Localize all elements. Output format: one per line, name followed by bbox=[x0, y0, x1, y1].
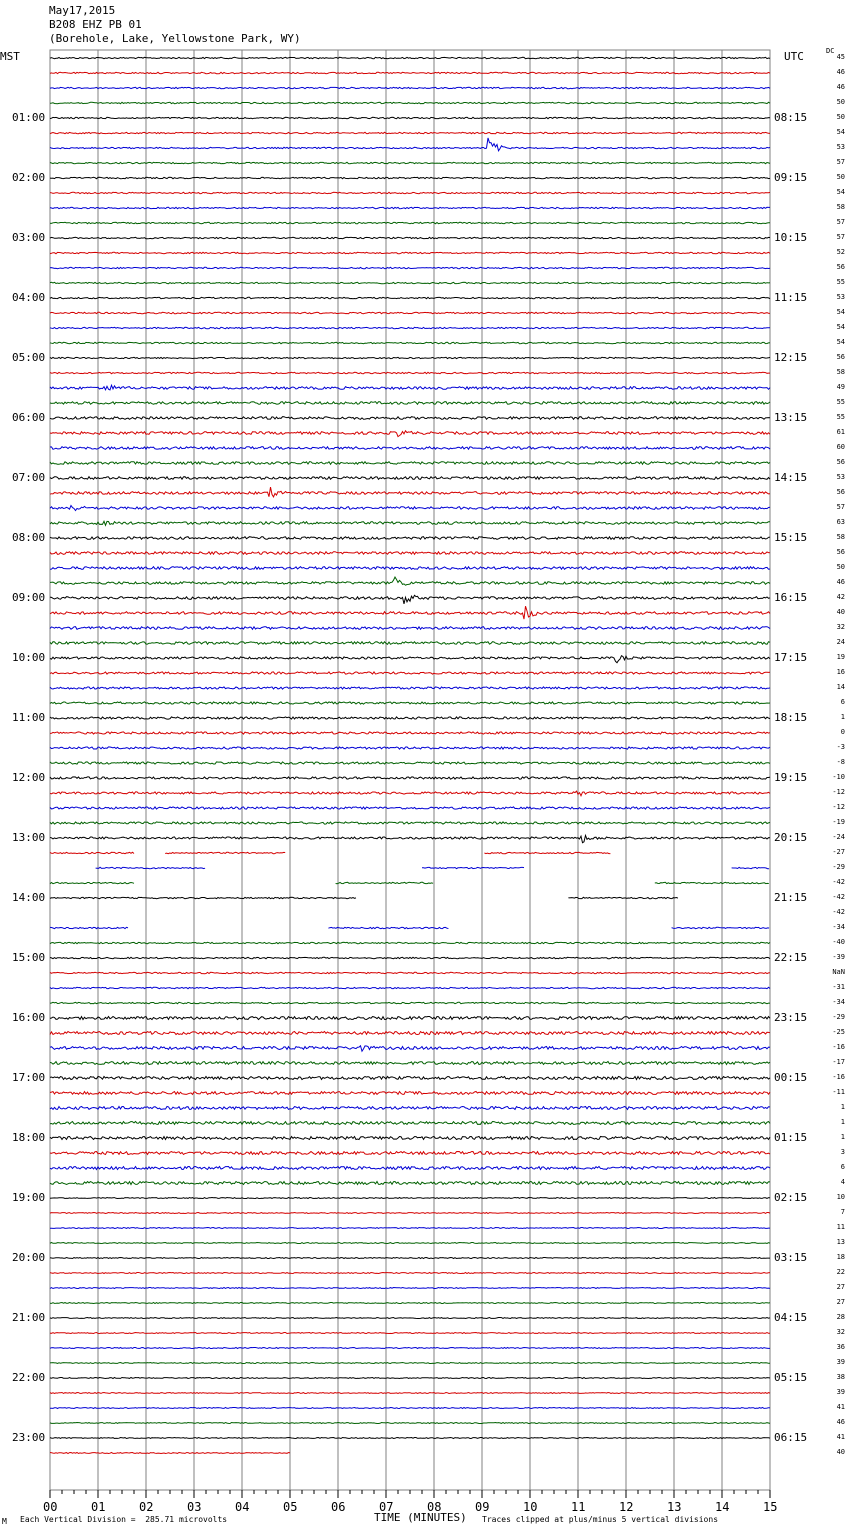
right-timezone-label: UTC bbox=[784, 50, 804, 63]
dc-offset-value: 42 bbox=[836, 593, 845, 601]
dc-offset-value: 16 bbox=[836, 668, 845, 676]
trace-line-20 bbox=[50, 357, 770, 358]
x-tick-label: 09 bbox=[475, 1500, 490, 1514]
dc-offset-value: 6 bbox=[840, 698, 845, 706]
dc-offset-value: -42 bbox=[832, 908, 845, 916]
trace-line-6 bbox=[50, 138, 770, 151]
dc-offset-value: 54 bbox=[836, 338, 845, 346]
dc-offset-value: -12 bbox=[832, 788, 845, 796]
left-hour-label: 09:00 bbox=[12, 591, 46, 604]
left-hour-label: 14:00 bbox=[12, 891, 46, 904]
trace-line-8 bbox=[50, 177, 770, 178]
left-hour-label: 07:00 bbox=[12, 471, 46, 484]
right-hour-label: 22:15 bbox=[774, 951, 808, 964]
trace-line-17 bbox=[50, 312, 770, 313]
trace-line-47 bbox=[50, 762, 770, 764]
left-hour-label: 22:00 bbox=[12, 1371, 46, 1384]
dc-offset-value: -42 bbox=[832, 893, 845, 901]
trace-line-16 bbox=[50, 297, 770, 298]
right-hour-label: 13:15 bbox=[774, 411, 808, 424]
trace-line-58 bbox=[50, 927, 128, 928]
left-hour-label: 19:00 bbox=[12, 1191, 46, 1204]
scale-note: Each Vertical Division = 285.71 microvolts bbox=[20, 1515, 228, 1524]
trace-line-42 bbox=[50, 687, 770, 689]
trace-line-5 bbox=[50, 132, 770, 133]
trace-line-80 bbox=[50, 1258, 770, 1259]
dc-offset-value: 53 bbox=[836, 143, 845, 151]
right-hour-label: 16:15 bbox=[774, 591, 808, 604]
right-hour-label: 02:15 bbox=[774, 1191, 808, 1204]
trace-line-49 bbox=[50, 791, 770, 796]
dc-offset-value: 6 bbox=[840, 1163, 845, 1171]
trace-line-83 bbox=[50, 1303, 770, 1304]
dc-offset-value: 1 bbox=[840, 713, 845, 721]
right-hour-label: 12:15 bbox=[774, 351, 808, 364]
dc-offset-value: -19 bbox=[832, 818, 845, 826]
dc-offset-value: 57 bbox=[836, 503, 845, 511]
trace-line-19 bbox=[50, 342, 770, 343]
right-hour-label: 19:15 bbox=[774, 771, 808, 784]
trace-line-45 bbox=[50, 732, 770, 734]
trace-line-92 bbox=[50, 1438, 770, 1439]
dc-offset-value: 10 bbox=[836, 1193, 845, 1201]
trace-line-91 bbox=[50, 1423, 770, 1424]
right-hour-label: 08:15 bbox=[774, 111, 808, 124]
left-timezone-label: MST bbox=[0, 50, 20, 63]
trace-line-56 bbox=[50, 897, 356, 898]
dc-offset-value: -12 bbox=[832, 803, 845, 811]
x-tick-label: 11 bbox=[571, 1500, 586, 1514]
dc-offset-value: -11 bbox=[832, 1088, 845, 1096]
dc-offset-value: -8 bbox=[836, 758, 845, 766]
dc-offset-value: 61 bbox=[836, 428, 845, 436]
clip-note: Traces clipped at plus/minus 5 vertical divisions bbox=[482, 1515, 719, 1524]
dc-offset-value: -34 bbox=[832, 923, 845, 931]
left-hour-label: 08:00 bbox=[12, 531, 46, 544]
dc-offset-value: 52 bbox=[836, 248, 845, 256]
dc-offset-value: 27 bbox=[836, 1283, 845, 1291]
trace-line-14 bbox=[50, 267, 770, 268]
trace-line-26 bbox=[50, 447, 770, 450]
trace-line-79 bbox=[50, 1243, 770, 1244]
x-tick-label: 13 bbox=[667, 1500, 682, 1514]
trace-line-38 bbox=[50, 627, 770, 630]
dc-offset-value: 11 bbox=[836, 1223, 845, 1231]
right-hour-label: 01:15 bbox=[774, 1131, 808, 1144]
dc-offset-value: 32 bbox=[836, 1328, 845, 1336]
station-location: (Borehole, Lake, Yellowstone Park, WY) bbox=[49, 32, 301, 45]
dc-offset-value: -27 bbox=[832, 848, 845, 856]
dc-offset-value: 56 bbox=[836, 353, 845, 361]
dc-offset-value: 50 bbox=[836, 98, 845, 106]
right-hour-label: 03:15 bbox=[774, 1251, 808, 1264]
dc-offset-value: 28 bbox=[836, 1313, 845, 1321]
trace-line-4 bbox=[50, 117, 770, 118]
x-tick-label: 14 bbox=[715, 1500, 730, 1514]
dc-offset-value: 56 bbox=[836, 263, 845, 271]
trace-line-12 bbox=[50, 237, 770, 238]
dc-offset-value: 54 bbox=[836, 308, 845, 316]
right-hour-label: 14:15 bbox=[774, 471, 808, 484]
trace-line-86 bbox=[50, 1348, 770, 1349]
trace-line-25 bbox=[50, 431, 770, 437]
trace-line-71 bbox=[50, 1122, 770, 1125]
dc-offset-value: 56 bbox=[836, 548, 845, 556]
left-hour-label: 18:00 bbox=[12, 1131, 46, 1144]
dc-offset-value: 4 bbox=[840, 1178, 845, 1186]
dc-offset-value: -31 bbox=[832, 983, 845, 991]
left-hour-label: 05:00 bbox=[12, 351, 46, 364]
left-hour-label: 20:00 bbox=[12, 1251, 46, 1264]
dc-offset-value: -16 bbox=[832, 1043, 845, 1051]
trace-line-34 bbox=[50, 567, 770, 570]
right-hour-label: 17:15 bbox=[774, 651, 808, 664]
left-hour-label: 04:00 bbox=[12, 291, 46, 304]
left-hour-label: 23:00 bbox=[12, 1431, 46, 1444]
trace-line-53 bbox=[484, 852, 610, 853]
trace-line-75 bbox=[50, 1182, 770, 1185]
dc-offset-value: -25 bbox=[832, 1028, 845, 1036]
dc-offset-value: 46 bbox=[836, 83, 845, 91]
trace-line-60 bbox=[50, 957, 770, 958]
station-code: B208 EHZ PB 01 bbox=[49, 18, 142, 31]
left-hour-label: 17:00 bbox=[12, 1071, 46, 1084]
dc-offset-value: 53 bbox=[836, 293, 845, 301]
right-hour-label: 20:15 bbox=[774, 831, 808, 844]
right-hour-label: 15:15 bbox=[774, 531, 808, 544]
left-hour-label: 10:00 bbox=[12, 651, 46, 664]
dc-offset-value: 0 bbox=[840, 728, 845, 736]
dc-offset-value: 40 bbox=[836, 1448, 845, 1456]
dc-offset-value: 57 bbox=[836, 233, 845, 241]
trace-line-70 bbox=[50, 1107, 770, 1110]
right-hour-label: 23:15 bbox=[774, 1011, 808, 1024]
dc-offset-value: -29 bbox=[832, 863, 845, 871]
trace-line-39 bbox=[50, 642, 770, 645]
x-tick-label: 07 bbox=[379, 1500, 394, 1514]
trace-line-55 bbox=[336, 882, 434, 883]
trace-line-63 bbox=[50, 1002, 770, 1003]
x-tick-label: 01 bbox=[91, 1500, 106, 1514]
trace-line-36 bbox=[50, 595, 770, 604]
dc-offset-value: 32 bbox=[836, 623, 845, 631]
plot-date: May17,2015 bbox=[49, 4, 116, 17]
dc-offset-value: 18 bbox=[836, 1253, 845, 1261]
dc-offset-value: 40 bbox=[836, 608, 845, 616]
dc-offset-value: 58 bbox=[836, 533, 845, 541]
trace-line-27 bbox=[50, 462, 770, 465]
x-tick-label: 06 bbox=[331, 1500, 346, 1514]
left-hour-label: 21:00 bbox=[12, 1311, 46, 1324]
dc-offset-value: -17 bbox=[832, 1058, 845, 1066]
dc-offset-value: -3 bbox=[836, 743, 845, 751]
trace-line-22 bbox=[50, 385, 770, 390]
trace-line-78 bbox=[50, 1228, 770, 1229]
x-tick-label: 03 bbox=[187, 1500, 202, 1514]
right-hour-label: 06:15 bbox=[774, 1431, 808, 1444]
trace-line-64 bbox=[50, 1017, 770, 1020]
dc-offset-value: 1 bbox=[840, 1103, 845, 1111]
trace-line-1 bbox=[50, 72, 770, 73]
trace-line-44 bbox=[50, 717, 770, 719]
trace-line-61 bbox=[50, 972, 770, 973]
trace-line-56 bbox=[568, 897, 678, 898]
x-tick-label: 15 bbox=[763, 1500, 778, 1514]
right-hour-label: 11:15 bbox=[774, 291, 808, 304]
right-hour-label: 04:15 bbox=[774, 1311, 808, 1324]
trace-line-32 bbox=[50, 537, 770, 540]
x-axis-title: TIME (MINUTES) bbox=[374, 1511, 467, 1524]
trace-line-65 bbox=[50, 1032, 770, 1035]
trace-line-58 bbox=[328, 927, 448, 928]
dc-offset-value: 13 bbox=[836, 1238, 845, 1246]
dc-offset-value: 46 bbox=[836, 578, 845, 586]
trace-line-55 bbox=[50, 882, 134, 883]
dc-offset-value: -24 bbox=[832, 833, 845, 841]
dc-offset-value: 24 bbox=[836, 638, 845, 646]
left-hour-label: 12:00 bbox=[12, 771, 46, 784]
dc-offset-value: 7 bbox=[840, 1208, 845, 1216]
dc-offset-value: 1 bbox=[840, 1118, 845, 1126]
dc-offset-value: 19 bbox=[836, 653, 845, 661]
trace-line-2 bbox=[50, 87, 770, 88]
trace-line-31 bbox=[50, 521, 770, 525]
dc-offset-value: 55 bbox=[836, 398, 845, 406]
right-hour-label: 05:15 bbox=[774, 1371, 808, 1384]
x-tick-label: 04 bbox=[235, 1500, 250, 1514]
dc-offset-value: 50 bbox=[836, 173, 845, 181]
left-hour-label: 16:00 bbox=[12, 1011, 46, 1024]
trace-line-59 bbox=[50, 942, 770, 943]
trace-line-53 bbox=[50, 852, 134, 853]
trace-line-10 bbox=[50, 207, 770, 208]
trace-line-7 bbox=[50, 162, 770, 163]
trace-line-84 bbox=[50, 1318, 770, 1319]
trace-line-3 bbox=[50, 102, 770, 103]
trace-line-24 bbox=[50, 417, 770, 420]
x-tick-label: 12 bbox=[619, 1500, 634, 1514]
trace-line-81 bbox=[50, 1273, 770, 1274]
dc-offset-value: 60 bbox=[836, 443, 845, 451]
left-hour-label: 13:00 bbox=[12, 831, 46, 844]
left-hour-label: 01:00 bbox=[12, 111, 46, 124]
trace-line-23 bbox=[50, 402, 770, 405]
dc-offset-value: 41 bbox=[836, 1433, 845, 1441]
trace-line-54 bbox=[732, 867, 770, 868]
dc-offset-value: -40 bbox=[832, 938, 845, 946]
trace-line-11 bbox=[50, 222, 770, 223]
right-hour-label: 21:15 bbox=[774, 891, 808, 904]
trace-line-35 bbox=[50, 577, 770, 585]
plot-frame bbox=[50, 50, 770, 1490]
trace-line-54 bbox=[96, 867, 206, 868]
left-hour-label: 02:00 bbox=[12, 171, 46, 184]
dc-offset-value: 54 bbox=[836, 188, 845, 196]
trace-line-76 bbox=[50, 1198, 770, 1199]
dc-offset-value: 45 bbox=[836, 53, 845, 61]
trace-line-30 bbox=[50, 506, 770, 511]
dc-offset-value: 50 bbox=[836, 563, 845, 571]
dc-offset-value: 1 bbox=[840, 1133, 845, 1141]
trace-line-55 bbox=[655, 882, 769, 883]
trace-line-52 bbox=[50, 835, 770, 842]
trace-line-40 bbox=[50, 656, 770, 663]
dc-offset-value: 46 bbox=[836, 68, 845, 76]
footer-mark: M bbox=[2, 1517, 7, 1526]
dc-offset-value: 46 bbox=[836, 1418, 845, 1426]
right-hour-label: 09:15 bbox=[774, 171, 808, 184]
dc-offset-value: 22 bbox=[836, 1268, 845, 1276]
trace-line-72 bbox=[50, 1137, 770, 1140]
right-hour-label: 10:15 bbox=[774, 231, 808, 244]
x-tick-label: 05 bbox=[283, 1500, 298, 1514]
trace-line-62 bbox=[50, 987, 770, 988]
dc-offset-header: DC bbox=[826, 47, 835, 55]
trace-line-28 bbox=[50, 477, 770, 480]
left-hour-label: 06:00 bbox=[12, 411, 46, 424]
x-tick-label: 00 bbox=[43, 1500, 58, 1514]
trace-line-82 bbox=[50, 1288, 770, 1289]
dc-offset-value: -34 bbox=[832, 998, 845, 1006]
dc-offset-value: 27 bbox=[836, 1298, 845, 1306]
dc-offset-value: NaN bbox=[832, 968, 845, 976]
dc-offset-value: 56 bbox=[836, 488, 845, 496]
dc-offset-value: 56 bbox=[836, 458, 845, 466]
trace-line-18 bbox=[50, 327, 770, 328]
trace-line-46 bbox=[50, 747, 770, 749]
trace-line-43 bbox=[50, 702, 770, 704]
dc-offset-value: 57 bbox=[836, 158, 845, 166]
dc-offset-value: 39 bbox=[836, 1358, 845, 1366]
dc-offset-value: 36 bbox=[836, 1343, 845, 1351]
trace-line-85 bbox=[50, 1333, 770, 1334]
trace-line-73 bbox=[50, 1152, 770, 1155]
dc-offset-value: 41 bbox=[836, 1403, 845, 1411]
trace-line-33 bbox=[50, 552, 770, 555]
dc-offset-value: 58 bbox=[836, 203, 845, 211]
trace-line-48 bbox=[50, 777, 770, 779]
dc-offset-value: 38 bbox=[836, 1373, 845, 1381]
trace-line-69 bbox=[50, 1092, 770, 1095]
trace-line-58 bbox=[672, 927, 770, 928]
trace-line-88 bbox=[50, 1378, 770, 1379]
right-hour-label: 18:15 bbox=[774, 711, 808, 724]
dc-offset-value: 53 bbox=[836, 473, 845, 481]
left-hour-label: 15:00 bbox=[12, 951, 46, 964]
dc-offset-value: -42 bbox=[832, 878, 845, 886]
left-hour-label: 03:00 bbox=[12, 231, 46, 244]
dc-offset-value: 58 bbox=[836, 368, 845, 376]
trace-line-67 bbox=[50, 1062, 770, 1065]
trace-line-68 bbox=[50, 1077, 770, 1080]
dc-offset-value: 14 bbox=[836, 683, 845, 691]
dc-offset-value: 55 bbox=[836, 413, 845, 421]
trace-line-29 bbox=[50, 487, 770, 497]
dc-offset-value: 54 bbox=[836, 323, 845, 331]
trace-line-74 bbox=[50, 1167, 770, 1170]
dc-offset-value: -16 bbox=[832, 1073, 845, 1081]
dc-offset-value: -10 bbox=[832, 773, 845, 781]
x-tick-label: 02 bbox=[139, 1500, 154, 1514]
dc-offset-value: 63 bbox=[836, 518, 845, 526]
right-hour-label: 00:15 bbox=[774, 1071, 808, 1084]
dc-offset-value: -29 bbox=[832, 1013, 845, 1021]
dc-offset-value: -39 bbox=[832, 953, 845, 961]
x-tick-label: 08 bbox=[427, 1500, 442, 1514]
dc-offset-value: 39 bbox=[836, 1388, 845, 1396]
trace-line-51 bbox=[50, 822, 770, 824]
dc-offset-value: 55 bbox=[836, 278, 845, 286]
trace-line-89 bbox=[50, 1393, 770, 1394]
left-hour-label: 11:00 bbox=[12, 711, 46, 724]
trace-line-41 bbox=[50, 672, 770, 674]
dc-offset-value: 49 bbox=[836, 383, 845, 391]
trace-line-87 bbox=[50, 1363, 770, 1364]
trace-line-15 bbox=[50, 282, 770, 283]
trace-line-90 bbox=[50, 1408, 770, 1409]
dc-offset-value: 3 bbox=[840, 1148, 845, 1156]
trace-line-77 bbox=[50, 1213, 770, 1214]
trace-line-53 bbox=[165, 852, 285, 853]
trace-line-0 bbox=[50, 57, 770, 58]
trace-line-54 bbox=[422, 867, 524, 868]
trace-line-21 bbox=[50, 372, 770, 373]
trace-line-66 bbox=[50, 1046, 770, 1051]
dc-offset-value: 57 bbox=[836, 218, 845, 226]
dc-offset-value: 50 bbox=[836, 113, 845, 121]
x-tick-label: 10 bbox=[523, 1500, 538, 1514]
trace-line-9 bbox=[50, 192, 770, 193]
trace-line-93 bbox=[50, 1453, 290, 1454]
trace-line-13 bbox=[50, 252, 770, 253]
dc-offset-value: 54 bbox=[836, 128, 845, 136]
trace-line-50 bbox=[50, 807, 770, 809]
trace-line-37 bbox=[50, 606, 770, 619]
